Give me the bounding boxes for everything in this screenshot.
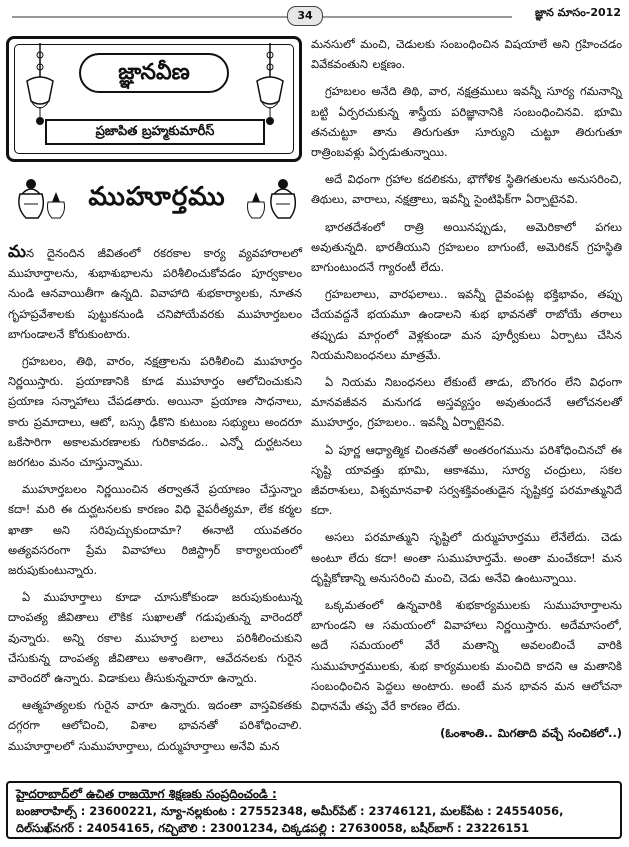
paragraph: అదే విధంగా గ్రహాల కదలికను, భౌగోళిక స్థితిగతులను అనుసరించి, తిథులు, వారాలు, నక్షత్రాలు, ఇవన్నీ సైంటిఫిక్‌గా ఏర్పాటైనవి.: [311, 172, 622, 207]
paragraph: భారతదేశంలో రాత్రి అయినప్పుడు, అమెరికాలో పగలు అవుతున్నది. భారతీయుని గ్రహబలం బాగుంటే, అమెరికన్ గ్రహస్థితి బాగుంటుందనే గ్యారంటీ లేదు.: [311, 219, 622, 275]
paragraph: గ్రహబలాలు, వారఫలాలు.. ఇవన్నీ దైవంపట్ల భక్తిభావం, తప్పు చేయవద్దనే భయమూ ఉండాలని శుభ భావనతో రాబోయే తరాలు తప్పుడు మార్గంలో వెళ్లకుండా మన పూర్వీకులు ఏర్పాటు చేసిన నియమనిబంధనలు మాత్రమే.: [311, 287, 622, 362]
article-heading: ముహూర్తము: [88, 182, 226, 212]
paragraph: ఆత్మహత్యలకు గురైన వారూ ఉన్నారు. ఇదంతా వాస్తవికతకు దగ్గరగా ఆలోచించి, విశాల భావనతో పరిశోధించాలి. ముహూర్తాలలో సుముహూర్తాలు, దుర్ముహూర్తాలు అనేవి మన: [8, 698, 302, 753]
header-rule: [12, 16, 512, 18]
footer-contacts-line-1: బంజారాహిల్స్ : 23600221, న్యూ-నల్లకుంట : 27552348, అమీర్‌పేట్ : 23746121, మలక్‌పేట : 24554056,: [16, 804, 564, 818]
paragraph: అసలు పరమాత్ముని సృష్టిలో దుర్ముహూర్తము లేనేలేదు. చెడు అంటూ లేదు కదా! అంతా సుముహూర్తమే. అంతా మంచేకదా! మన దృష్టికోణాన్ని అనుసరించి మంచి, చెడు అనేవి ఉంటున్నాయి.: [311, 530, 622, 585]
paragraph: గ్రహబలం అనేది తిథి, వార, నక్షత్రములు ఇవన్నీ సూర్య గమనాన్ని బట్టి ఏర్పరచుకున్న శాస్త్రీయ పరిజ్ఞానానికి సంబంధించినవి. భూమి తనచుట్టూ తాను తిరుగుతూ సూర్యుని చుట్టూ తిరుగుతూ రాత్రింబవళ్లు ఏర్పడుతున్నాయి.: [311, 84, 622, 160]
paragraph: ఒక్కమతంలో ఉన్నవారికి శుభకార్యములకు సుముహూర్తాలను బాగుండని ఆ సమయంలో వివాహాలు నిర్ణయిస్తారు. అదేమాసంలో, అదే సమయంలో వేరే మతాన్ని అవలంబించే వారికి సుముహూర్తములకు, శుభ కార్యములకు మంచిది కాదని ఆ మతానికి సంబంధించిన పెద్దలు అంటారు. అంటే మన భావన మన ఆలోచనా విధానమే తప్ప వేరే కారణం లేదు.: [311, 598, 622, 714]
kalash-left-icon: [12, 174, 68, 224]
paragraph: ఏ పూర్ణ ఆధ్యాత్మిక చింతనతో అంతరంగమును పరిశోధించినచో ఈ సృష్టి యావత్తు భూమి, ఆకాశము, సూర్య చంద్రులు, సకల జీవరాశులు, విశ్వమానవాళి సర్వశక్తివంతుడైన సృష్టికర్త పరమాత్మునిదే కదా.: [311, 442, 622, 518]
footer-contacts-line-2: దిల్‌సుఖ్‌నగర్ : 24054165, గచ్చిబౌలి : 23001234, చిక్కడపల్లి : 27630058, బషీర్‌బాగ్ : 23226151: [16, 821, 530, 835]
contact-footer: [6, 781, 622, 839]
column-author: ప్రజాపిత బ్రహ్మకుమారీస్: [45, 119, 265, 145]
signoff: (ఓంశాంతి.. మిగతాది వచ్చే సంచికలో..): [440, 726, 622, 741]
kalash-right-icon: [244, 174, 302, 224]
left-column: [8, 242, 302, 763]
paragraph: ఏ నియమ నిబంధనలు లేకుంటే తాడు, బొంగరం లేని విధంగా మానవజీవన మనుగడ అస్తవ్యస్తం అవుతుందనే ఆలోచనలతో ముహూర్తం, గ్రహబలం.. ఇవన్నీ ఏర్పాటైనవి.: [311, 375, 622, 430]
title-frame: [6, 36, 302, 162]
paragraph: [8, 242, 302, 344]
article-heading-area: [12, 170, 302, 230]
column-title: జ్ఞానవీణ: [79, 53, 229, 93]
drop-cap: మ: [8, 242, 26, 262]
paragraph: మనసులో మంచి, చెడులకు సంబంధించిన విషయాలే అని గ్రహించడం వివేకవంతుని లక్షణం.: [311, 37, 622, 72]
footer-title: హైదరాబాద్‌లో ఉచిత రాజయోగ శిక్షణకు సంప్రదించండి :: [16, 787, 277, 801]
paragraph-text: న దైనందిన జీవితంలో రకరకాల కార్య వ్యవహారాలలో ముహూర్తాలను, శుభాశుభాలను పరిశీలించుకోవడం పూర్వకాలం నుండి ఆనవాయితీగా ఉన్నది. వివాహాది శుభకార్యాలకు, నూతన గృహప్రవేశాలకు పుట్టుకనుండి చనిపోయేవరకు ముహూర్తబలం బాగుండాలనే కోరుకుంటారు.: [8, 246, 302, 341]
paragraph: గ్రహబలం, తిథి, వారం, నక్షత్రాలను పరిశీలించి ముహూర్తం నిర్ణయిస్తారు. ప్రయాణానికి కూడ ముహూర్తం ఆలోచించుకుని ప్రయాణ సన్నాహాలు చేపడతారు. అయినా ప్రయాణ సాధనాలు, కారు ప్రమాదాలు, ఆటో, బస్సు ఢీకొని కుటుంబ సభ్యులు అందరూ ఒకేసారిగా అకాలమరణాలకు గురికావడం.. ఎన్నో దుర్ఘటనలు జరగటం మనం చూస్తున్నాము.: [8, 354, 302, 470]
right-column: [311, 34, 622, 751]
page-number: 34: [287, 6, 323, 26]
paragraph: ఏ ముహూర్తాలు కూడా చూసుకోకుండా జరుపుకుంటున్న దాంపత్య జీవితాలు లౌకిక సుఖాలతో గడుపుతున్న వారెందరో వున్నారు. అన్ని రకాల ముహూర్త బలాలు పరిశీలించుకుని చేసుకున్న దాంపత్య జీవితాలు అశాంతిగా, ఆవేదనలకు గురైన వారెందరో ఉన్నారు. విడాకులు తీసుకున్నవారూ ఉన్నారు.: [8, 590, 302, 686]
paragraph: ముహూర్తబలం నిర్ణయించిన తర్వాతనే ప్రయాణం చేస్తున్నాం కదా! మరి ఈ దుర్ఘటనలకు కారణం విధి వైపరీత్యమా, లేక కర్మల ఖాతా అని సరిపుచ్చుకుందామా? ఈనాటి యువతరం అత్యవసరంగా ప్రేమ వివాహాలు రిజిస్ట్రార్ కార్యాలయంలో జరుపుకుంటున్నారు.: [8, 482, 302, 578]
issue-label: జ్ఞాన మాసం-2012: [534, 6, 621, 19]
